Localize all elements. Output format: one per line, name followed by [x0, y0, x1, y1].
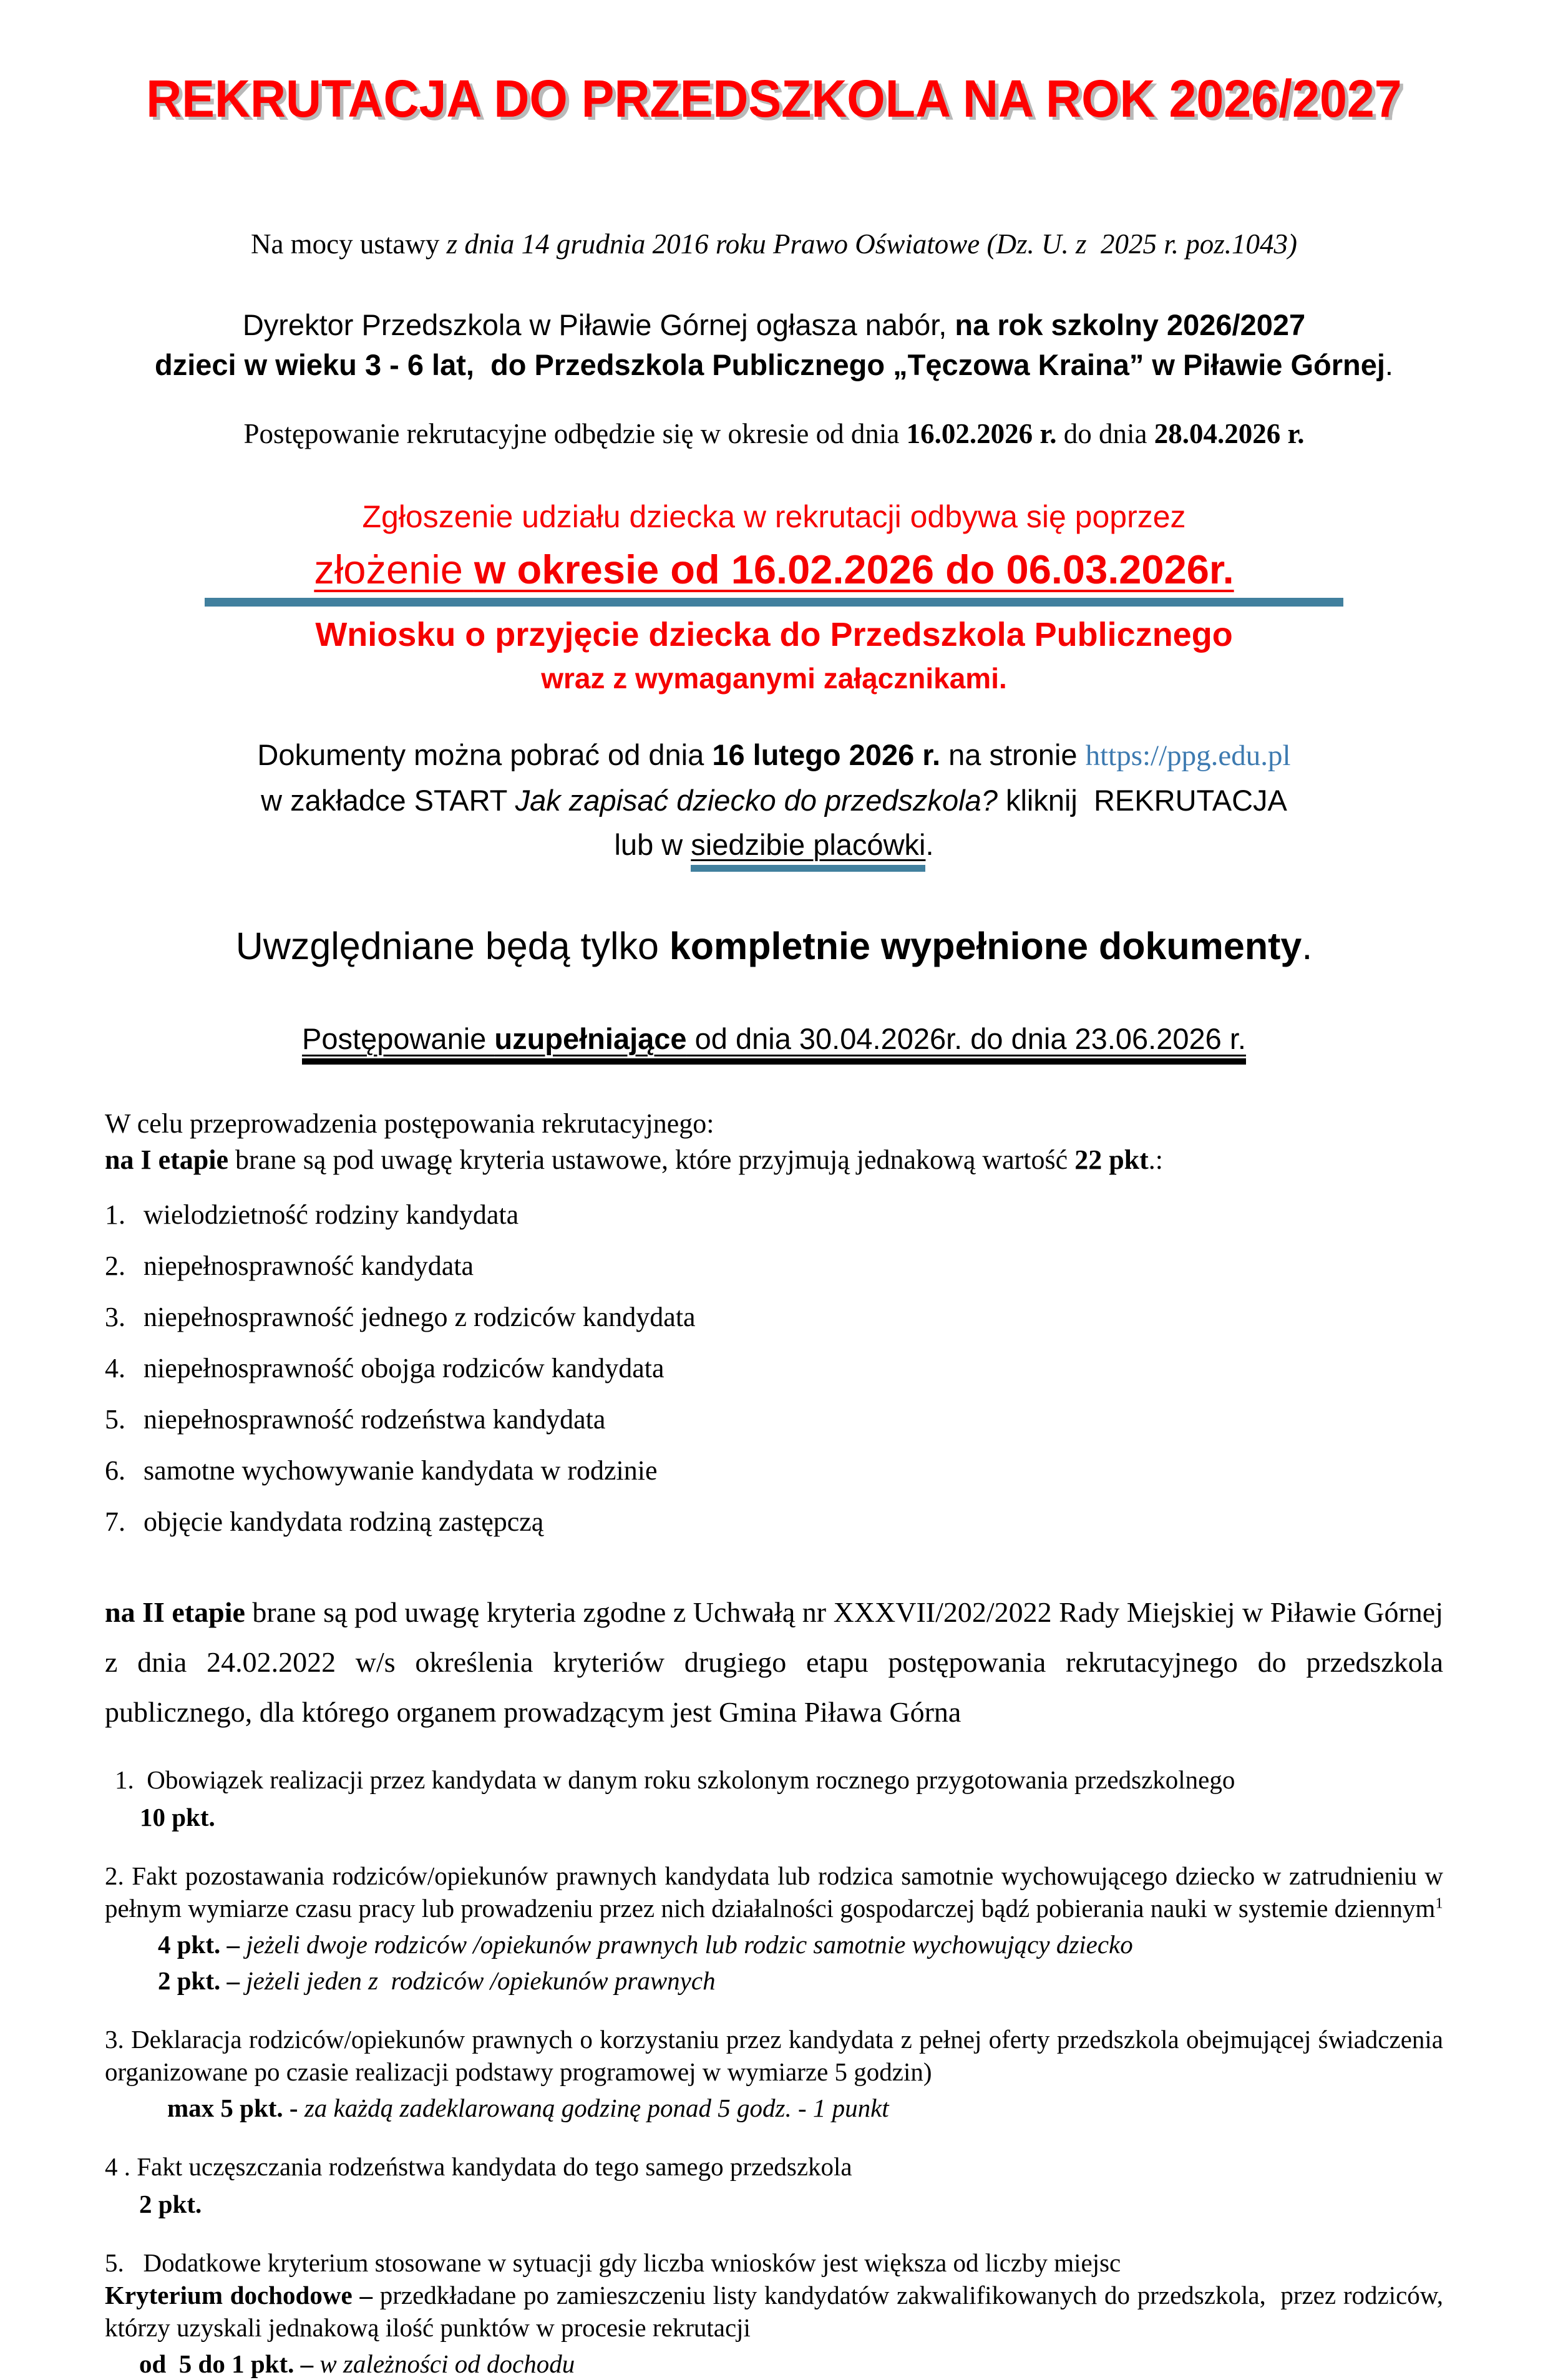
download-office-underlined: siedzibie placówki	[691, 828, 925, 872]
item-5-income-criterion	[105, 2279, 1463, 2344]
item-text: Obowiązek realizacji przez kandydata w danym roku szkolonym rocznego przygotowania przedszkolnego	[134, 1765, 1235, 1794]
list-item-label: niepełnosprawność kandydata	[144, 1251, 474, 1281]
stage2-item-4	[105, 2150, 1443, 2220]
period-text: Postępowanie rekrutacyjne odbędzie się w okresie od dnia	[243, 418, 907, 449]
item-5-line-1	[105, 2246, 1443, 2279]
list-item-number: 3.	[105, 1302, 125, 1332]
item-4-points: 2 pkt.	[139, 2190, 202, 2218]
download-info-block	[0, 733, 1548, 867]
legal-basis-act: z dnia 14 grudnia 2016 roku Prawo Oświatowe (Dz. U. z 2025 r. poz.1043)	[446, 228, 1298, 260]
director-line2-bold: dzieci w wieku 3 - 6 lat, do Przedszkola Publicznego „Tęczowa Kraina” w Piławie Górnej	[155, 348, 1385, 381]
period-end-date: 28.04.2026 r.	[1154, 418, 1305, 449]
list-item-number: 2.	[105, 1251, 125, 1281]
legal-basis-line	[0, 228, 1548, 260]
director-line2-period: .	[1385, 348, 1393, 381]
list-item	[105, 1504, 1443, 1540]
stage2-intro-paragraph	[105, 1587, 1451, 1737]
legal-basis-prefix: Na mocy ustawy	[250, 228, 447, 260]
footnote-marker: 1	[1435, 1895, 1443, 1912]
item-number: 3.	[105, 2025, 124, 2054]
list-item-label: niepełnosprawność rodzeństwa kandydata	[144, 1404, 606, 1435]
item-number: 4 .	[105, 2152, 130, 2181]
complete-period: .	[1302, 925, 1313, 967]
complete-regular: Uwzględniane będą tylko	[235, 925, 669, 967]
stage2-item-5	[105, 2246, 1463, 2380]
list-item-number: 4.	[105, 1353, 125, 1383]
stage1-end-text: .:	[1148, 1144, 1164, 1175]
item-2-sub-2	[158, 1964, 1443, 1997]
red-notice-line2-bold: w okresie od 16.02.2026 do 06.03.2026r.	[474, 547, 1234, 592]
director-line1-bold: na rok szkolny 2026/2027	[955, 308, 1306, 341]
red-notice-line1: Zgłoszenie udziału dziecka w rekrutacji odbywa się poprzez	[362, 499, 1186, 534]
document-page	[0, 69, 1548, 2378]
download-text-1: Dokumenty można pobrać od dnia	[257, 738, 713, 771]
red-notice-line3: Wniosku o przyjęcie dziecka do Przedszkola Publicznego	[315, 616, 1233, 653]
item-number: 2.	[105, 1861, 124, 1890]
list-item-label: niepełnosprawność obojga rodziców kandydata	[144, 1353, 664, 1383]
sub-desc-italic: jeżeli dwoje rodziców /opiekunów prawnych lub rodzic samotnie wychowujący dziecko	[246, 1930, 1133, 1959]
supplementary-procedure-line	[0, 1022, 1548, 1065]
supplementary-text-1: Postępowanie	[302, 1022, 495, 1055]
income-criterion-desc: przedkładane po zamieszczeniu listy kandydatów zakwalifikowanych do przedszkola, przez rodziców, którzy uzyskali jednakową ilość punktów w procesie rekrutacji	[105, 2281, 1463, 2342]
list-item	[105, 1453, 1443, 1489]
stage2-rest-text: brane są pod uwagę kryteria zgodne z Uchwałą nr XXXVII/202/2022 Rady Miejskiej w Piławie Górnej z dnia 24.02.2022 w/s określenia kryteriów drugiego etapu postępowania rekrutacyjnego do przedszkola publicznego, dla którego organem prowadzącym jest Gmina Piława Górna	[105, 1596, 1451, 1728]
download-text-2: na stronie	[940, 738, 1086, 771]
list-item-label: niepełnosprawność jednego z rodziców kandydata	[144, 1302, 696, 1332]
income-criterion-bold: Kryterium dochodowe –	[105, 2281, 380, 2309]
supplementary-text-2: od dnia 30.04.2026r. do dnia 23.06.2026 r.	[686, 1022, 1246, 1055]
item-3-sub	[167, 2092, 1443, 2124]
download-date-bold: 16 lutego 2026 r.	[712, 738, 941, 771]
item-number: 5.	[105, 2248, 124, 2277]
list-item	[105, 1197, 1443, 1233]
list-item	[105, 1350, 1443, 1387]
list-item-number: 6.	[105, 1455, 125, 1486]
item-2-sub-1	[158, 1928, 1443, 1961]
stage1-intro-line1: W celu przeprowadzenia postępowania rekrutacyjnego:	[105, 1108, 714, 1139]
period-middle-text: do dnia	[1056, 418, 1154, 449]
download-text-4: kliknij REKRUTACJA	[997, 784, 1287, 817]
stage2-item-1	[115, 1763, 1443, 1833]
sub-points-bold: 2 pkt. –	[158, 1966, 246, 1995]
red-notice-block	[0, 499, 1548, 695]
complete-documents-line	[0, 924, 1548, 968]
red-notice-line2-regular: złożenie	[314, 547, 474, 592]
download-text-5: lub w	[614, 828, 691, 861]
item-5-points	[139, 2348, 1443, 2380]
stage2-item-3	[105, 2023, 1450, 2124]
stage1-bold-label: na I etapie	[105, 1144, 228, 1175]
stage2-criteria-list	[105, 1763, 1463, 2380]
list-item	[105, 1248, 1443, 1284]
item-number: 1.	[115, 1765, 134, 1794]
item-text: Fakt uczęszczania rodzeństwa kandydata do tego samego przedszkola	[130, 2152, 852, 2181]
document-title: REKRUTACJA DO PRZEDSZKOLA NA ROK 2026/2027	[146, 69, 1402, 128]
red-notice-line4: wraz z wymaganymi załącznikami.	[541, 662, 1007, 695]
download-line-1	[0, 733, 1548, 778]
list-item-number: 1.	[105, 1199, 125, 1230]
website-link[interactable]: https://ppg.edu.pl	[1085, 739, 1291, 772]
sub-desc-italic: jeżeli jeden z rodziców /opiekunów prawnych	[246, 1966, 716, 1995]
criteria-section	[105, 1106, 1463, 2380]
director-line-1	[0, 305, 1548, 345]
download-line-2	[0, 778, 1548, 822]
supplementary-underlined	[302, 1022, 1246, 1065]
item-1-points: 10 pkt.	[140, 1803, 215, 1831]
download-italic-question: Jak zapisać dziecko do przedszkola?	[515, 784, 998, 817]
stage2-item-2	[105, 1860, 1450, 1997]
sub-points-bold: od 5 do 1 pkt. –	[139, 2349, 320, 2378]
list-item-number: 7.	[105, 1506, 125, 1537]
stage1-criteria-list	[105, 1197, 1443, 1540]
sub-points-bold: max 5 pkt. -	[167, 2094, 304, 2122]
supplementary-bold: uzupełniające	[494, 1022, 687, 1055]
download-line-3	[0, 822, 1548, 867]
stage1-intro-line2	[105, 1142, 1443, 1178]
item-text: Deklaracja rodziców/opiekunów prawnych o korzystaniu przez kandydata z pełnej oferty przedszkola obejmującej świadczenia organizowane po czasie realizacji podstawy programowej w wymiarze 5 godzin)	[105, 2025, 1450, 2086]
red-notice-line2	[0, 546, 1548, 593]
red-notice-underlined	[314, 546, 1234, 593]
director-announcement	[0, 305, 1548, 385]
list-item-number: 5.	[105, 1404, 125, 1435]
list-item-label: wielodzietność rodziny kandydata	[144, 1199, 519, 1230]
list-item-label: samotne wychowywanie kandydata w rodzinie	[144, 1455, 658, 1486]
complete-bold: kompletnie wypełnione dokumenty	[669, 925, 1302, 967]
stage2-bold-label: na II etapie	[105, 1596, 245, 1628]
download-text-3: w zakładce START	[261, 784, 515, 817]
stage1-points-bold: 22 pkt	[1074, 1144, 1149, 1175]
item-text: Dodatkowe kryterium stosowane w sytuacji gdy liczba wniosków jest większa od liczby miejsc	[124, 2248, 1121, 2277]
list-item-label: objęcie kandydata rodziną zastępczą	[144, 1506, 544, 1537]
recruitment-period-line	[0, 417, 1548, 450]
sub-desc-italic: za każdą zadeklarowaną godzinę ponad 5 godz. - 1 punkt	[304, 2094, 889, 2122]
download-text-6: .	[925, 828, 934, 861]
blue-underline-bar	[205, 598, 1343, 607]
stage1-rest-text: brane są pod uwagę kryteria ustawowe, które przyjmują jednakową wartość	[228, 1144, 1075, 1175]
item-text: Fakt pozostawania rodziców/opiekunów prawnych kandydata lub rodzica samotnie wychowującego dziecko w zatrudnieniu w pełnym wymiarze czasu pracy lub prowadzeniu przez nich działalności gospodarczej bądź pobierania nauki w systemie dziennym	[105, 1861, 1450, 1923]
list-item	[105, 1402, 1443, 1438]
sub-desc-italic: w zależności od dochodu	[319, 2349, 575, 2378]
sub-points-bold: 4 pkt. –	[158, 1930, 246, 1959]
director-line1-regular: Dyrektor Przedszkola w Piławie Górnej ogłasza nabór,	[242, 308, 955, 341]
list-item	[105, 1299, 1443, 1335]
director-line-2	[0, 345, 1548, 385]
period-start-date: 16.02.2026 r.	[906, 418, 1057, 449]
